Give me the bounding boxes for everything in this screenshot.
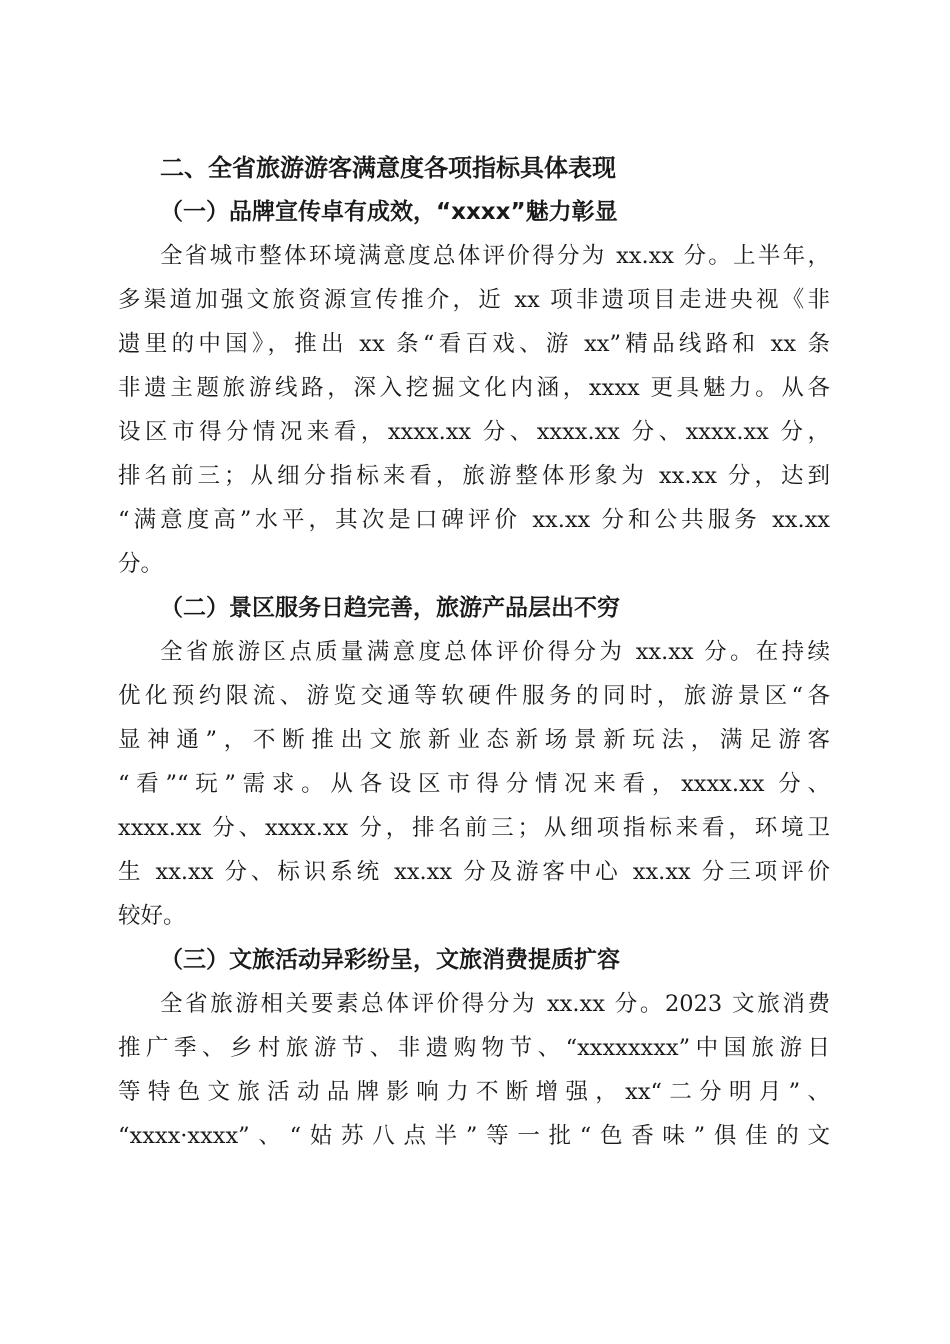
subsection-2-heading: （二）景区服务日趋完善，旅游产品层出不穷: [160, 595, 620, 621]
paragraph-line: 生 xx.xx 分、标识系统 xx.xx 分及游客中心 xx.xx 分三项评价: [118, 859, 830, 885]
paragraph-line: “看”“玩”需求。从各设区市得分情况来看，xxxx.xx 分、: [118, 771, 830, 797]
paragraph-line: 全省旅游区点质量满意度总体评价得分为 xx.xx 分。在持续: [160, 639, 830, 665]
document-page: [118, 140, 830, 1158]
paragraph-line: 非遗主题旅游线路，深入挖掘文化内涵，xxxx 更具魅力。从各: [118, 375, 830, 401]
subsection-3-body: [118, 982, 830, 1158]
subsection-1-heading: （一）品牌宣传卓有成效，“xxxx”魅力彰显: [160, 199, 618, 225]
paragraph-line: 全省旅游相关要素总体评价得分为 xx.xx 分。2023 文旅消费: [160, 991, 830, 1017]
paragraph-line: 推广季、乡村旅游节、非遗购物节、“xxxxxxxx”中国旅游日: [118, 1035, 830, 1061]
paragraph-line: 设区市得分情况来看，xxxx.xx 分、xxxx.xx 分、xxxx.xx 分，: [118, 419, 830, 445]
section-title: 二、全省旅游游客满意度各项指标具体表现: [160, 154, 616, 182]
paragraph-line: 优化预约限流、游览交通等软硬件服务的同时，旅游景区“各: [118, 683, 830, 709]
paragraph-line: 等特色文旅活动品牌影响力不断增强，xx“二分明月”、: [118, 1079, 830, 1105]
paragraph-line: “xxxx·xxxx”、“姑苏八点半”等一批“色香味”俱佳的文: [118, 1123, 830, 1149]
paragraph-line: 显神通”，不断推出文旅新业态新场景新玩法，满足游客: [118, 727, 830, 753]
paragraph-line: 全省城市整体环境满意度总体评价得分为 xx.xx 分。上半年，: [160, 243, 830, 269]
subsection-3-heading: （三）文旅活动异彩纷呈，文旅消费提质扩容: [160, 947, 620, 973]
paragraph-line: 排名前三；从细分指标来看，旅游整体形象为 xx.xx 分，达到: [118, 463, 830, 489]
subsection-1-body: [118, 234, 830, 586]
subsection-2-body: [118, 630, 830, 938]
paragraph-line: 分。: [118, 551, 164, 577]
paragraph-line: 遗里的中国》，推出 xx 条“看百戏、游 xx”精品线路和 xx 条: [118, 331, 830, 357]
paragraph-line: 多渠道加强文旅资源宣传推介，近 xx 项非遗项目走进央视《非: [118, 287, 830, 313]
paragraph-line: xxxx.xx 分、xxxx.xx 分，排名前三；从细项指标来看，环境卫: [118, 815, 830, 841]
paragraph-line: 较好。: [118, 903, 186, 929]
paragraph-line: “满意度高”水平，其次是口碑评价 xx.xx 分和公共服务 xx.xx: [118, 507, 830, 533]
